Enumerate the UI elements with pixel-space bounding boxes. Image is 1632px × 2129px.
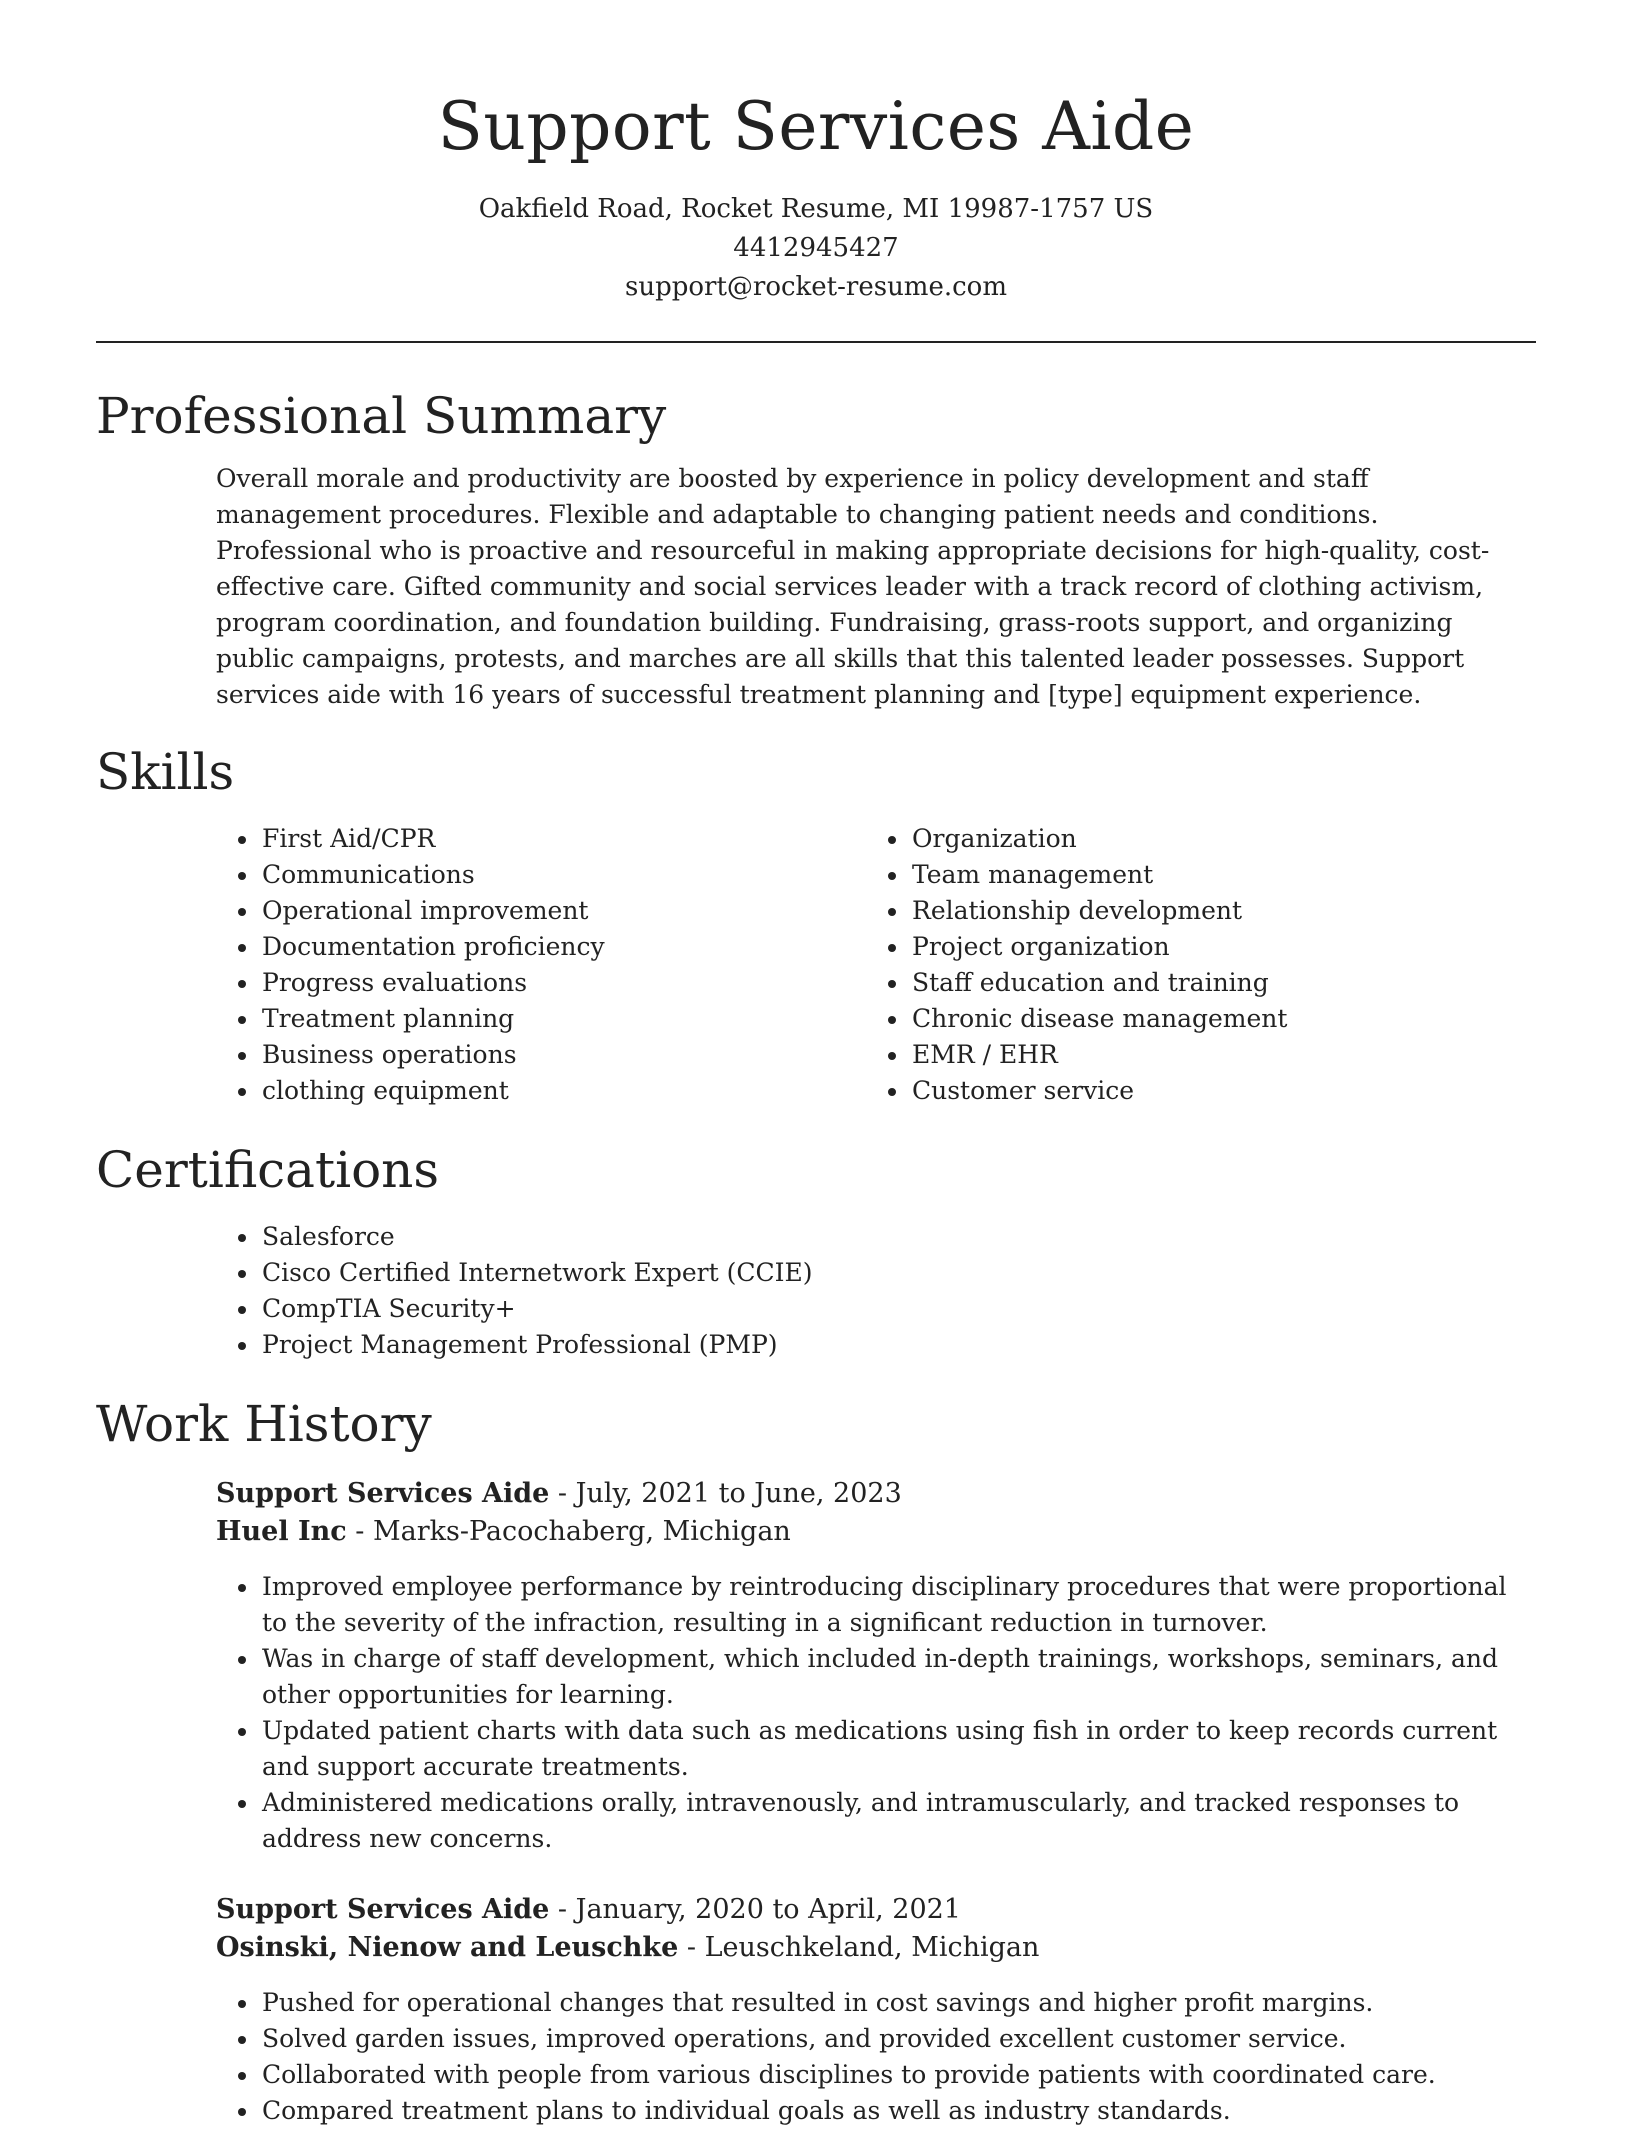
job-duty: • Collaborated with people from various disciplines to provide patients with coordinated care. <box>260 2057 1536 2093</box>
skill-item: • Chronic disease management <box>910 1001 1396 1037</box>
job-role: Support Services Aide <box>216 1894 550 1925</box>
certification-item: • Salesforce <box>260 1219 1536 1255</box>
skill-item: • Business operations <box>260 1037 746 1073</box>
skill-item: • Relationship development <box>910 893 1396 929</box>
skill-item: • Progress evaluations <box>260 965 746 1001</box>
job-location: Marks-Pacochaberg, Michigan <box>372 1516 791 1547</box>
resume-header <box>96 0 1536 307</box>
job-duty: • Improved employee performance by reintroducing disciplinary procedures that were proportional to the severity of the infraction, resulting in a significant reduction in turnover. <box>260 1569 1536 1641</box>
skill-item: • EMR / EHR <box>910 1037 1396 1073</box>
certification-item: • Project Management Professional (PMP) <box>260 1327 1536 1363</box>
job-duty: • Solved garden issues, improved operations, and provided excellent customer service. <box>260 2021 1536 2057</box>
job-separator: - <box>678 1932 705 1963</box>
skills-column-right <box>746 821 1396 1109</box>
job-company-line <box>216 1513 1536 1551</box>
skill-item: • Treatment planning <box>260 1001 746 1037</box>
summary-section <box>96 381 1536 713</box>
skills-section <box>96 737 1536 1109</box>
job-duties-list <box>216 1985 1536 2129</box>
certifications-section <box>96 1135 1536 1363</box>
job-entry <box>216 1475 1536 1857</box>
job-company-line <box>216 1929 1536 1967</box>
skill-item: • Team management <box>910 857 1396 893</box>
job-title-line <box>216 1475 1536 1513</box>
skills-list-left <box>96 821 746 1109</box>
job-company: Huel Inc <box>216 1516 347 1547</box>
skill-item: • clothing equipment <box>260 1073 746 1109</box>
job-title-line <box>216 1891 1536 1929</box>
certifications-list <box>96 1219 1536 1363</box>
header-divider <box>96 341 1536 343</box>
job-separator: - <box>549 1894 576 1925</box>
skill-item: • Operational improvement <box>260 893 746 929</box>
skill-item: • Communications <box>260 857 746 893</box>
skill-item: • Staff education and training <box>910 965 1396 1001</box>
skills-columns <box>96 821 1536 1109</box>
certification-item: • Cisco Certified Internetwork Expert (CCIE) <box>260 1255 1536 1291</box>
job-separator: - <box>549 1478 576 1509</box>
job-role: Support Services Aide <box>216 1478 550 1509</box>
job-dates: January, 2020 to April, 2021 <box>575 1894 961 1925</box>
job-duty: • Was in charge of staff development, which included in-depth trainings, workshops, seminars, and other opportunities for learning. <box>260 1641 1536 1713</box>
job-duty: • Updated patient charts with data such as medications using fish in order to keep records current and support accurate treatments. <box>260 1713 1536 1785</box>
job-duty: • Administered medications orally, intravenously, and intramuscularly, and tracked responses to address new concerns. <box>260 1785 1536 1857</box>
job-location: Leuschkeland, Michigan <box>704 1932 1040 1963</box>
job-entry <box>216 1891 1536 2129</box>
job-separator: - <box>346 1516 373 1547</box>
skill-item: • Project organization <box>910 929 1396 965</box>
job-duties-list <box>216 1569 1536 1857</box>
skill-item: • Customer service <box>910 1073 1396 1109</box>
job-duty: • Pushed for operational changes that resulted in cost savings and higher profit margins. <box>260 1985 1536 2021</box>
skills-heading: Skills <box>96 743 235 801</box>
contact-block <box>96 190 1536 307</box>
contact-email: support@rocket-resume.com <box>624 272 1007 302</box>
certification-item: • CompTIA Security+ <box>260 1291 1536 1327</box>
work-history-section <box>96 1389 1536 2129</box>
certifications-heading: Certifications <box>96 1141 440 1199</box>
job-duty: • Compared treatment plans to individual goals as well as industry standards. <box>260 2093 1536 2129</box>
summary-text: Overall morale and productivity are boosted by experience in policy development and staff management procedures. Flexible and adaptable to changing patient needs and conditions. Professional who is proactive and resourceful in making appropriate decisions for high-quality, cost-effective care. Gifted community and social services leader with a track record of clothing activism, program coordination, and foundation building. Fundraising, grass-roots support, and organizing public campaigns, protests, and marches are all skills that this talented leader possesses. Support services aide with 16 years of successful treatment planning and [type] equipment experience. <box>216 464 1490 709</box>
skills-column-left <box>96 821 746 1109</box>
work-history-heading: Work History <box>96 1395 432 1453</box>
summary-heading: Professional Summary <box>96 387 667 445</box>
skill-item: • First Aid/CPR <box>260 821 746 857</box>
job-dates: July, 2021 to June, 2023 <box>575 1478 902 1509</box>
contact-phone: 4412945427 <box>733 233 899 263</box>
job-company: Osinski, Nienow and Leuschke <box>216 1932 679 1963</box>
skills-list-right <box>746 821 1396 1109</box>
candidate-name: Support Services Aide <box>437 88 1195 165</box>
resume-page <box>96 0 1536 2129</box>
skill-item: • Organization <box>910 821 1396 857</box>
contact-address: Oakfield Road, Rocket Resume, MI 19987-1757 US <box>478 194 1154 224</box>
skill-item: • Documentation proficiency <box>260 929 746 965</box>
